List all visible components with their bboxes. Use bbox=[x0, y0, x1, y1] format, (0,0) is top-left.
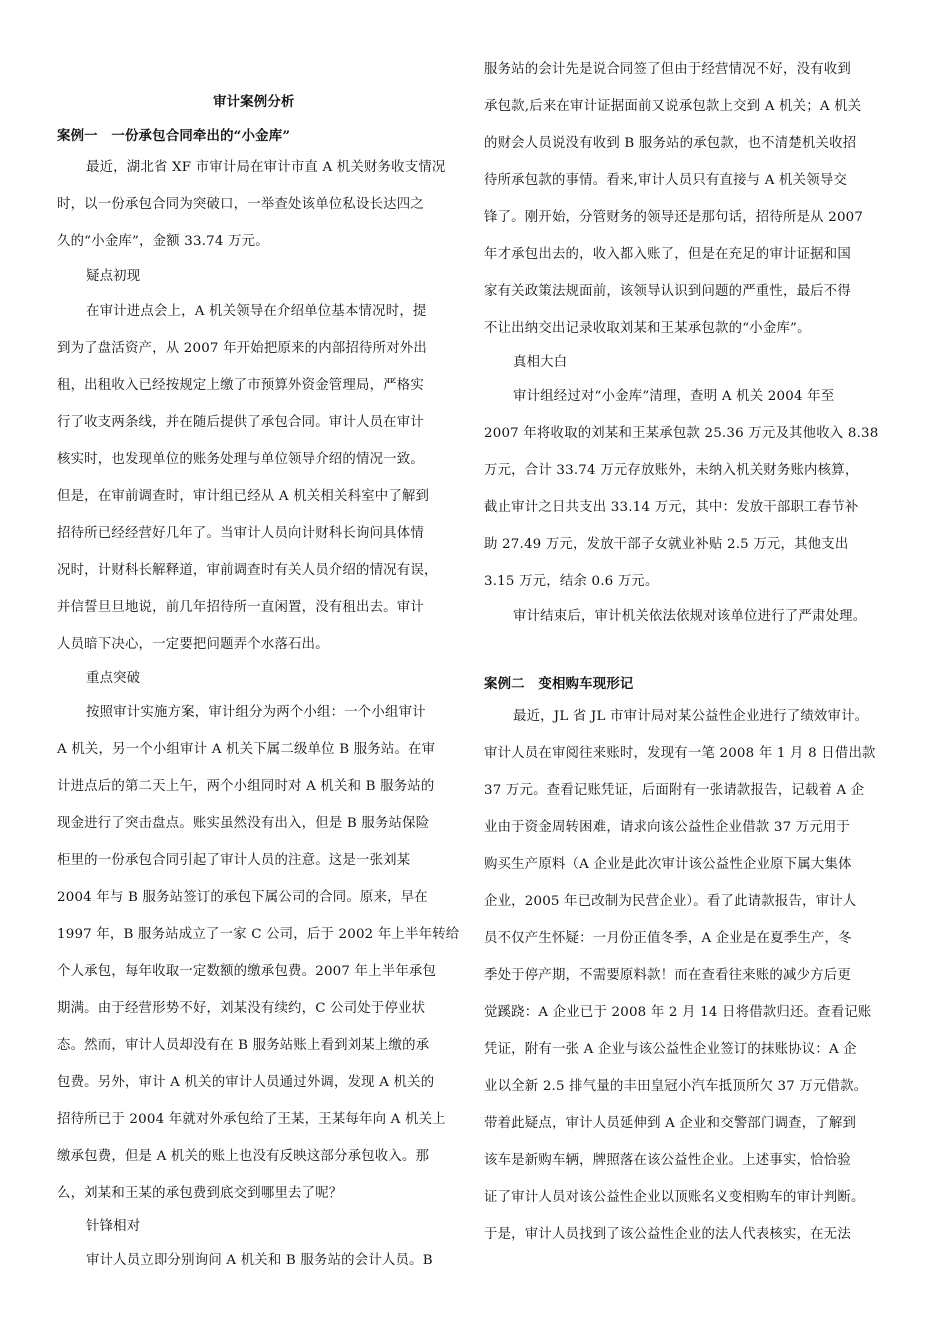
paragraph-line: 截止审计之日共支出 33.14 万元，其中：发放干部职工春节补 bbox=[484, 500, 859, 515]
section-title: 疑点初现 bbox=[86, 269, 141, 284]
paragraph-line: 态。然而，审计人员却没有在 B 服务站账上看到刘某上缴的承 bbox=[57, 1038, 430, 1053]
paragraph-line: 招待所已于 2004 年就对外承包给了王某，王某每年向 A 机关上 bbox=[57, 1112, 446, 1127]
case1-heading: 案例一 一份承包合同牵出的“小金库” bbox=[57, 128, 291, 144]
paragraph-line: 37 万元。查看记账凭证，后面附有一张请款报告，记载着 A 企 bbox=[484, 783, 865, 798]
document-title: 审计案例分析 bbox=[213, 94, 295, 110]
paragraph-line: 助 27.49 万元，发放干部子女就业补贴 2.5 万元，其他支出 bbox=[484, 537, 849, 552]
paragraph-line: 人员暗下决心，一定要把问题弄个水落石出。 bbox=[57, 637, 329, 652]
paragraph-line: 时，以一份承包合同为突破口，一举查处该单位私设长达四之 bbox=[57, 197, 424, 212]
paragraph-line: 2004 年与 B 服务站签订的承包下属公司的合同。原来，早在 bbox=[57, 890, 428, 905]
paragraph-line: 包费。另外，审计 A 机关的审计人员通过外调，发现 A 机关的 bbox=[57, 1075, 435, 1090]
paragraph-line: 审计人员在审阅往来账时，发现有一笔 2008 年 1 月 8 日借出款 bbox=[484, 746, 876, 761]
paragraph-line: 1997 年，B 服务站成立了一家 C 公司，后于 2002 年上半年转给 bbox=[57, 927, 460, 942]
paragraph-line: 员不仅产生怀疑：一月份正值冬季，A 企业是在夏季生产，冬 bbox=[484, 931, 852, 946]
paragraph-line: 3.15 万元，结余 0.6 万元。 bbox=[484, 574, 659, 589]
paragraph-line: 服务站的会计先是说合同签了但由于经营情况不好，没有收到 bbox=[484, 62, 851, 77]
paragraph-line: 于是，审计人员找到了该公益性企业的法人代表核实，在无法 bbox=[484, 1227, 851, 1242]
paragraph-line: 承包款,后来在审计证据面前又说承包款上交到 A 机关；A 机关 bbox=[484, 99, 862, 114]
paragraph-line: 年才承包出去的，收入都入账了，但是在充足的审计证据和国 bbox=[484, 247, 851, 262]
paragraph-line: 柜里的一份承包合同引起了审计人员的注意。这是一张刘某 bbox=[57, 853, 411, 868]
paragraph-line: 行了收支两条线，并在随后提供了承包合同。审计人员在审计 bbox=[57, 415, 424, 430]
paragraph-line: 况时，计财科长解释道，审前调查时有关人员介绍的情况有误， bbox=[57, 563, 438, 578]
paragraph-line: 核实时，也发现单位的账务处理与单位领导介绍的情况一致。 bbox=[57, 452, 424, 467]
paragraph-line: 期满。由于经营形势不好，刘某没有续约，C 公司处于停业状 bbox=[57, 1001, 426, 1016]
paragraph-line: 不让出纳交出记录收取刘某和王某承包款的“小金库”。 bbox=[484, 321, 811, 336]
paragraph-line: 业由于资金周转困难，请求向该公益性企业借款 37 万元用于 bbox=[484, 820, 851, 835]
paragraph-line: 证了审计人员对该公益性企业以顶账名义变相购车的审计判断。 bbox=[484, 1190, 865, 1205]
paragraph-line: 租，出租收入已经按规定上缴了市预算外资金管理局，严格实 bbox=[57, 378, 424, 393]
paragraph-line: 购买生产原料（A 企业是此次审计该公益性企业原下属大集体 bbox=[484, 857, 852, 872]
paragraph-line: 最近，湖北省 XF 市审计局在审计市直 A 机关财务收支情况 bbox=[86, 160, 446, 175]
paragraph-line: 最近，JL 省 JL 市审计局对某公益性企业进行了绩效审计。 bbox=[513, 709, 869, 724]
paragraph-line: 万元，合计 33.74 万元存放账外，未纳入机关财务账内核算， bbox=[484, 463, 859, 478]
paragraph-line: 锋了。刚开始，分管财务的领导还是那句话，招待所是从 2007 bbox=[484, 210, 864, 225]
paragraph-line: 审计人员立即分别询问 A 机关和 B 服务站的会计人员。B bbox=[86, 1253, 433, 1268]
paragraph-line: 的财会人员说没有收到 B 服务站的承包款，也不清楚机关收招 bbox=[484, 136, 857, 151]
paragraph-line: 该车是新购车辆，牌照落在该公益性企业。上述事实，恰恰验 bbox=[484, 1153, 851, 1168]
case2-heading: 案例二 变相购车现形记 bbox=[484, 676, 634, 692]
paragraph-line: 带着此疑点，审计人员延伸到 A 企业和交警部门调查，了解到 bbox=[484, 1116, 857, 1131]
paragraph-line: 2007 年将收取的刘某和王某承包款 25.36 万元及其他收入 8.38 bbox=[484, 426, 879, 441]
paragraph-line: 招待所已经经营好几年了。当审计人员向计财科长询问具体情 bbox=[57, 526, 424, 541]
paragraph-line: 个人承包，每年收取一定数额的缴承包费。2007 年上半年承包 bbox=[57, 964, 437, 979]
paragraph-line: A 机关，另一个小组审计 A 机关下属二级单位 B 服务站。在审 bbox=[57, 742, 436, 757]
paragraph-line: 凭证，附有一张 A 企业与该公益性企业签订的抹账协议：A 企 bbox=[484, 1042, 857, 1057]
paragraph-line: 现金进行了突击盘点。账实虽然没有出入，但是 B 服务站保险 bbox=[57, 816, 430, 831]
paragraph-line: 但是，在审前调查时，审计组已经从 A 机关相关科室中了解到 bbox=[57, 489, 430, 504]
paragraph-line: 家有关政策法规面前，该领导认识到问题的严重性，最后不得 bbox=[484, 284, 851, 299]
section-title: 重点突破 bbox=[86, 671, 141, 686]
section-title: 针锋相对 bbox=[86, 1219, 141, 1234]
paragraph-line: 觉蹊跷：A 企业已于 2008 年 2 月 14 日将借款归还。查看记账 bbox=[484, 1005, 872, 1020]
paragraph-line: 到为了盘活资产，从 2007 年开始把原来的内部招待所对外出 bbox=[57, 341, 427, 356]
paragraph-line: 在审计进点会上，A 机关领导在介绍单位基本情况时，提 bbox=[86, 304, 427, 319]
paragraph-line: 缴承包费，但是 A 机关的账上也没有反映这部分承包收入。那 bbox=[57, 1149, 430, 1164]
paragraph-line: 并信誓旦旦地说，前几年招待所一直闲置，没有租出去。审计 bbox=[57, 600, 424, 615]
paragraph-line: 么，刘某和王某的承包费到底交到哪里去了呢？ bbox=[57, 1186, 343, 1201]
paragraph-line: 计进点后的第二天上午，两个小组同时对 A 机关和 B 服务站的 bbox=[57, 779, 435, 794]
paragraph-line: 待所承包款的事情。看来,审计人员只有直接与 A 机关领导交 bbox=[484, 173, 848, 188]
paragraph-line: 按照审计实施方案，审计组分为两个小组：一个小组审计 bbox=[86, 705, 426, 720]
paragraph-line: 业以全新 2.5 排气量的丰田皇冠小汽车抵顶所欠 37 万元借款。 bbox=[484, 1079, 868, 1094]
paragraph-line: 审计结束后，审计机关依法依规对该单位进行了严肃处理。 bbox=[513, 609, 867, 624]
paragraph-line: 久的“小金库”，金额 33.74 万元。 bbox=[57, 234, 269, 249]
paragraph-line: 企业，2005 年已改制为民营企业）。看了此请款报告，审计人 bbox=[484, 894, 857, 909]
section-title: 真相大白 bbox=[513, 355, 568, 370]
paragraph-line: 季处于停产期，不需要原料款！而在查看往来账的减少方后更 bbox=[484, 968, 851, 983]
paragraph-line: 审计组经过对“小金库”清理，查明 A 机关 2004 年至 bbox=[513, 389, 835, 404]
